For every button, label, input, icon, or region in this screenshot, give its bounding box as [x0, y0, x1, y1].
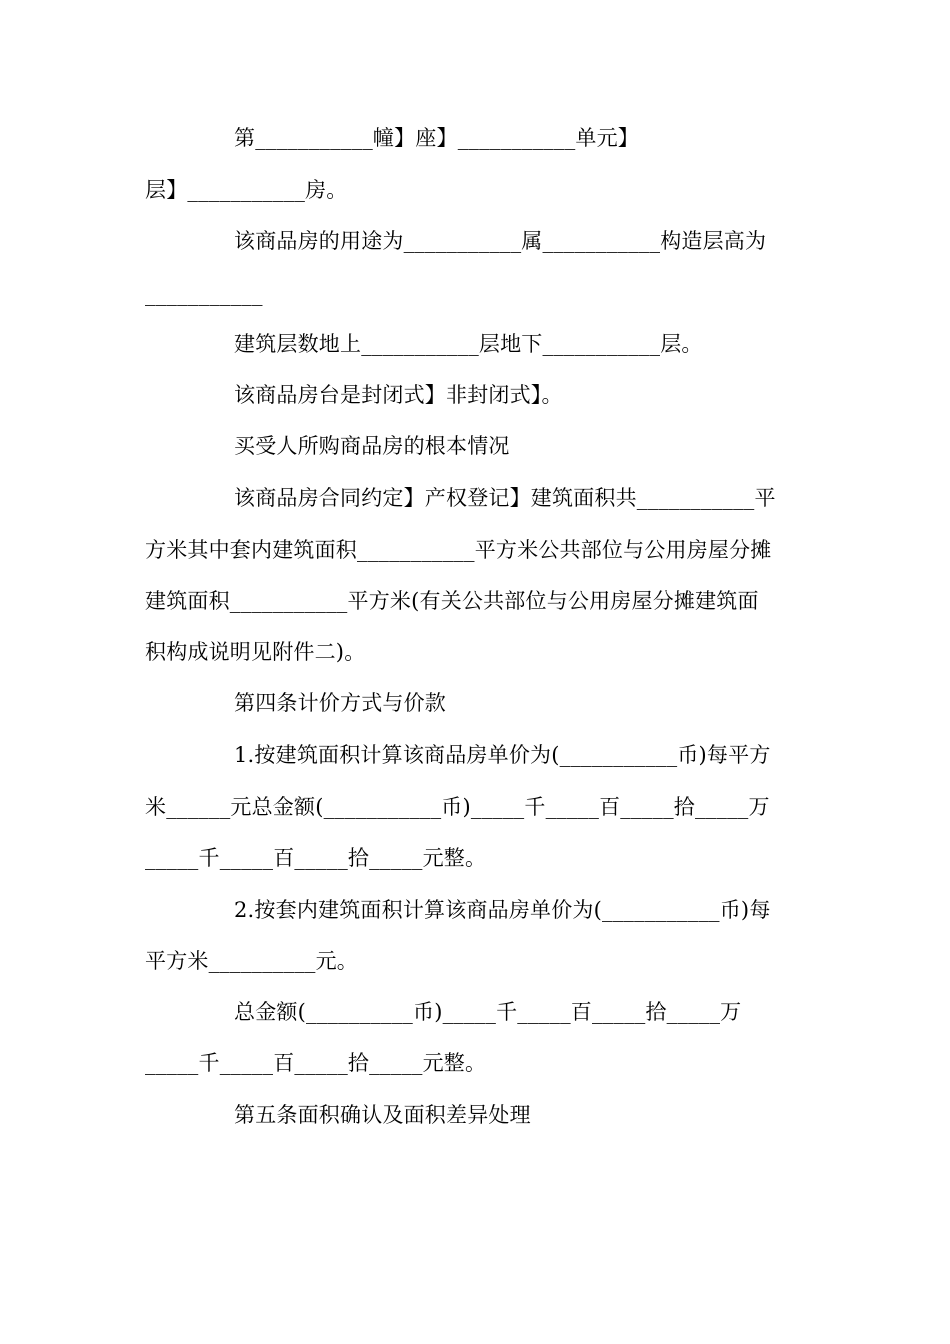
text-line: 建筑面积___________平方米(有关公共部位与公用房屋分摊建筑面 [145, 589, 759, 613]
text-line: ___________ [145, 282, 263, 306]
text-line: 积构成说明见附件二)。 [145, 640, 366, 664]
section-heading: 第五条面积确认及面积差异处理 [234, 1103, 531, 1127]
text-line: 1.按建筑面积计算该商品房单价为(___________币)每平方 [234, 743, 771, 767]
text-line: 2.按套内建筑面积计算该商品房单价为(___________币)每 [234, 898, 771, 922]
text-line: 该商品房的用途为___________属___________构造层高为 [234, 229, 767, 253]
text-line: 第___________幢】座】___________单元】 [234, 126, 639, 150]
section-heading: 第四条计价方式与价款 [234, 691, 446, 715]
text-line: 建筑层数地上___________层地下___________层。 [234, 332, 703, 356]
text-line: 米______元总金额(___________币)_____千_____百_____拾_____万 [145, 795, 770, 819]
text-line: 该商品房台是封闭式】非封闭式】。 [234, 383, 563, 407]
text-line: 方米其中套内建筑面积___________平方米公共部位与公用房屋分摊 [145, 538, 772, 562]
text-line: _____千_____百_____拾_____元整。 [145, 1051, 487, 1075]
text-line: 总金额(__________币)_____千_____百_____拾_____万 [234, 1000, 742, 1024]
text-line: 层】___________房。 [145, 178, 348, 202]
text-line: 平方米__________元。 [145, 949, 358, 973]
text-line: _____千_____百_____拾_____元整。 [145, 846, 487, 870]
text-line: 该商品房合同约定】产权登记】建筑面积共___________平 [234, 486, 776, 510]
text-line: 买受人所购商品房的根本情况 [234, 434, 510, 458]
